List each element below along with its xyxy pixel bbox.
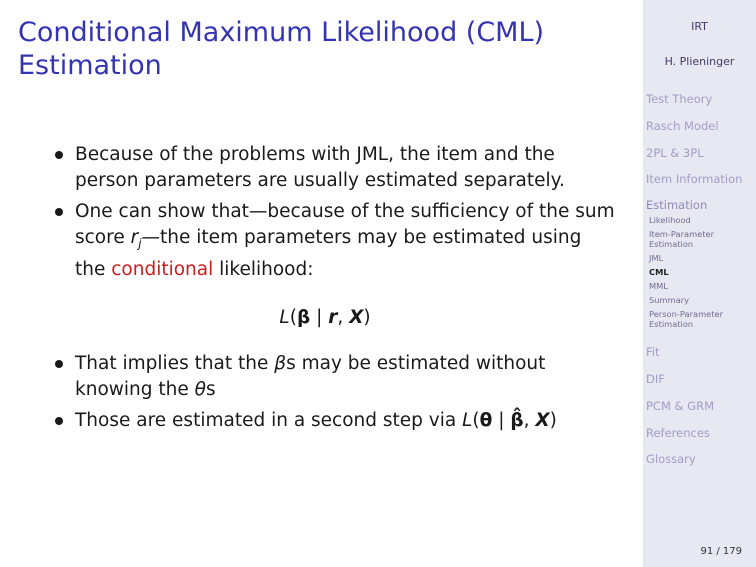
bullet-marker	[55, 151, 63, 159]
inline-comma: ,	[523, 409, 536, 431]
sidebar	[643, 0, 756, 567]
nav-section-glossary[interactable]: Glossary	[646, 452, 696, 467]
bullet-item	[55, 408, 615, 434]
bullet-text: One can show that—because of the sufficiency of the sum score	[75, 201, 615, 248]
eq-open: (	[289, 306, 297, 328]
nav-sub-item-parameter-estimation[interactable]: Item-Parameter Estimation	[649, 229, 715, 250]
eq-r: r	[328, 306, 338, 328]
bullet-text: Those are estimated in a second step via	[75, 409, 463, 431]
bullet-item	[55, 351, 615, 403]
theta-symbol: θ	[194, 378, 206, 400]
nav-section-fit[interactable]: Fit	[646, 345, 660, 360]
eq-X: X	[349, 306, 364, 328]
inline-X: X	[535, 409, 550, 431]
nav-sub-mml[interactable]: MML	[649, 281, 668, 292]
bullet-item	[55, 199, 615, 283]
bullet-text: —the item parameters may be estimated using the	[75, 227, 582, 280]
inline-L: L	[462, 409, 473, 431]
inline-beta-hat: β̂	[510, 409, 524, 431]
nav-sub-summary[interactable]: Summary	[649, 295, 690, 306]
eq-bar: |	[310, 306, 329, 328]
sidebar-short-title[interactable]: IRT	[691, 20, 708, 33]
nav-sub-likelihood[interactable]: Likelihood	[649, 215, 691, 226]
eq-comma: ,	[337, 306, 350, 328]
beta-symbol: β	[274, 352, 287, 374]
bullet-item	[55, 142, 615, 194]
page-number: 91 / 179	[700, 546, 742, 557]
nav-section-references[interactable]: References	[646, 425, 710, 440]
nav-section-item-information[interactable]: Item Information	[646, 172, 743, 187]
bullet-text: That implies that the	[75, 352, 275, 374]
nav-section-pcm-grm[interactable]: PCM & GRM	[646, 398, 714, 413]
sidebar-nav	[643, 88, 756, 475]
nav-section-2pl-3pl[interactable]: 2PL & 3PL	[646, 145, 704, 160]
nav-sub-person-parameter-estimation[interactable]: Person-Parameter Estimation	[649, 309, 724, 330]
nav-subsections	[643, 215, 756, 329]
nav-section-dif[interactable]: DIF	[646, 371, 665, 386]
bullet-text: s may be estimated without knowing the	[75, 352, 546, 400]
bullet-marker	[55, 360, 63, 368]
equation-conditional-likelihood	[55, 305, 615, 331]
bullet-marker	[55, 208, 63, 216]
sidebar-author[interactable]: H. Plieninger	[664, 55, 735, 68]
eq-beta: β	[296, 306, 311, 328]
inline-close: )	[549, 409, 557, 431]
nav-section-estimation[interactable]: Estimation	[646, 198, 708, 213]
slide-body	[55, 142, 615, 439]
bullet-text: likelihood:	[213, 258, 314, 280]
inline-open: (	[472, 409, 480, 431]
sum-score-var: r	[130, 227, 139, 248]
slide-title-line1: Conditional Maximum Likelihood (CML)	[18, 17, 545, 48]
bullet-text: s	[205, 378, 216, 400]
slide-title	[18, 16, 618, 82]
inline-bar: |	[492, 409, 511, 431]
sum-score-sub: j	[138, 236, 142, 251]
emphasis-conditional: conditional	[111, 258, 214, 280]
nav-section-rasch-model[interactable]: Rasch Model	[646, 118, 719, 133]
nav-sub-jml[interactable]: JML	[649, 253, 664, 264]
nav-sub-cml[interactable]: CML	[649, 267, 669, 278]
bullet-marker	[55, 417, 63, 425]
inline-theta: θ	[479, 409, 493, 431]
eq-L: L	[279, 306, 290, 328]
eq-close: )	[363, 306, 371, 328]
nav-section-test-theory[interactable]: Test Theory	[646, 92, 713, 106]
slide-title-line2: Estimation	[18, 50, 162, 81]
bullet-text: Because of the problems with JML, the item and the person parameters are usually estimated separately.	[75, 144, 565, 191]
